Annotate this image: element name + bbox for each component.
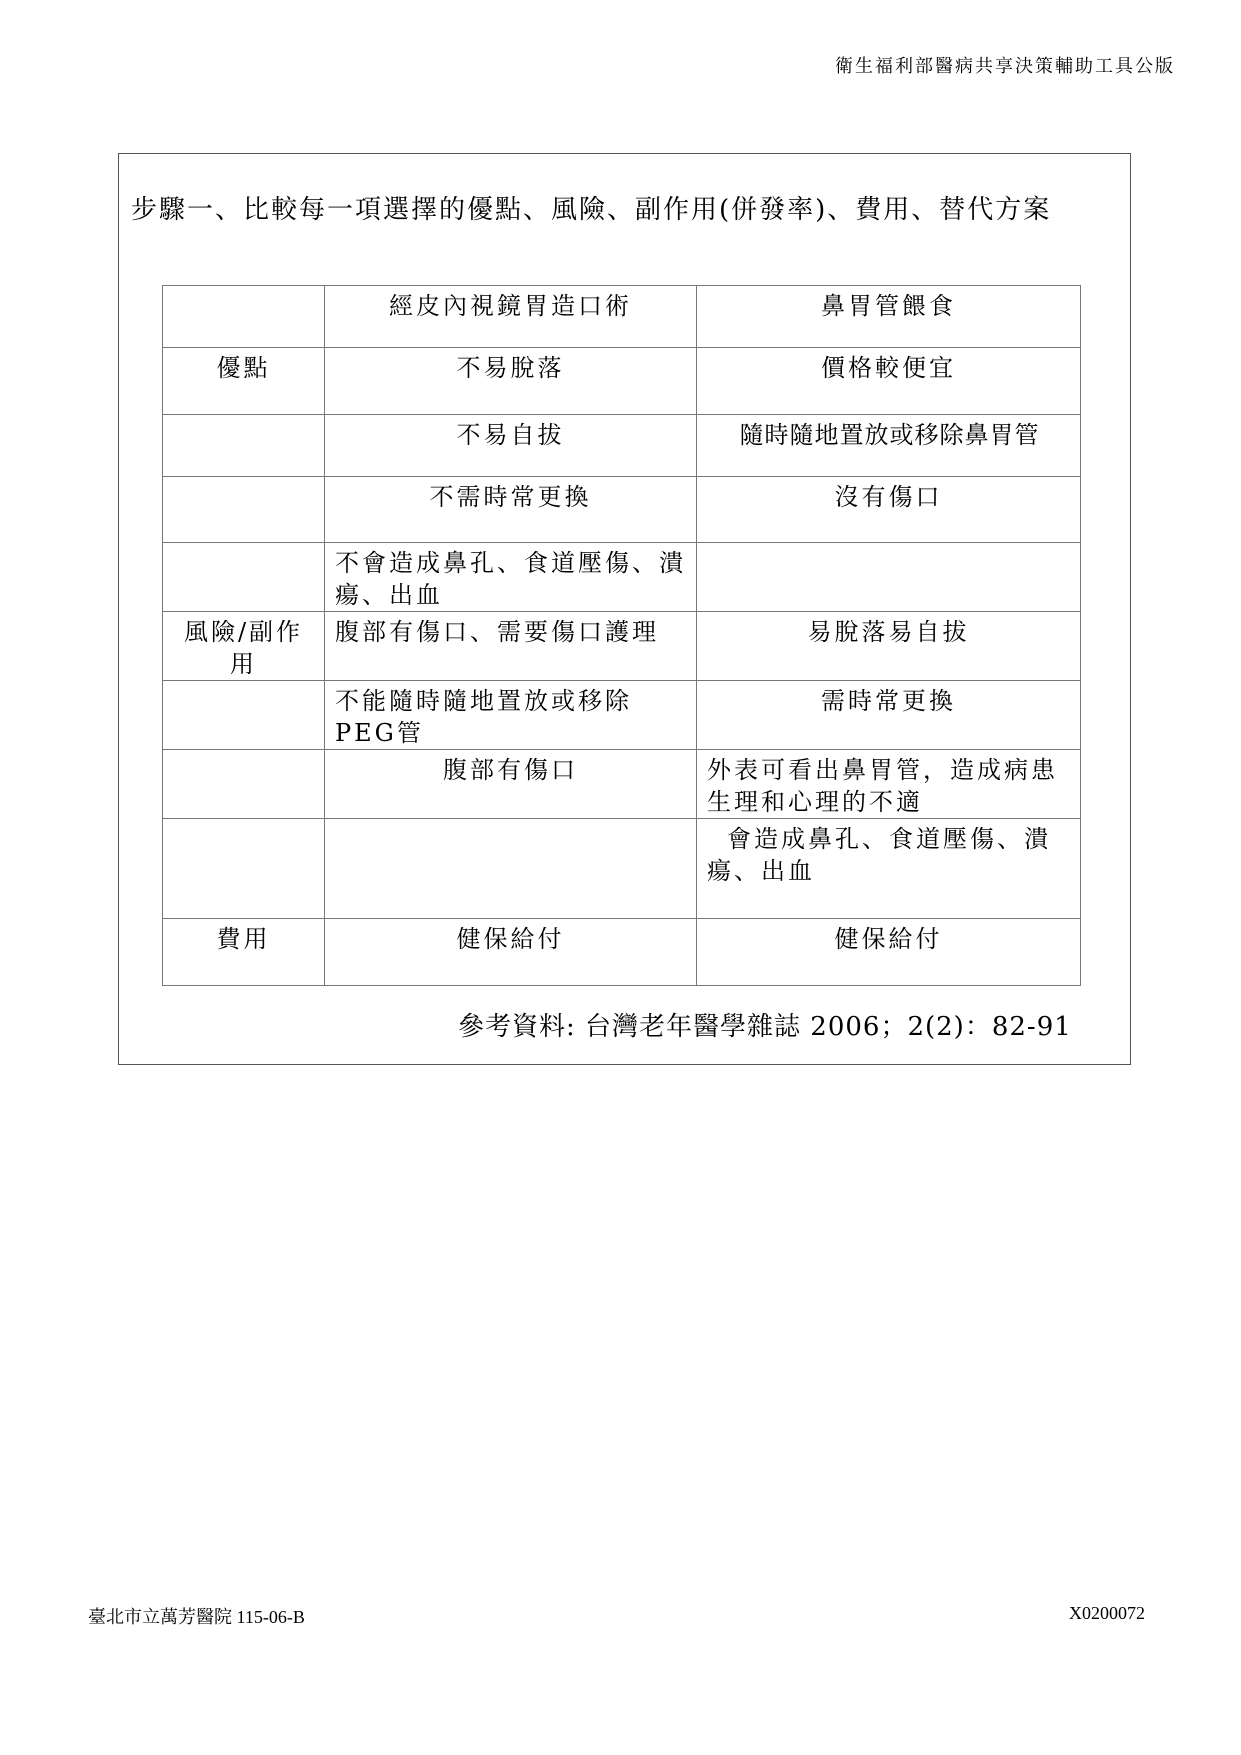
- row-label: [163, 681, 325, 750]
- peg-cell: 不需時常更換: [325, 477, 697, 543]
- table-row: [163, 919, 1081, 986]
- row-label: 費用: [163, 919, 325, 986]
- table-row: [163, 612, 1081, 681]
- header-cell-ngt: 鼻胃管餵食: [697, 286, 1081, 348]
- table-row: [163, 348, 1081, 415]
- header-cell-empty: [163, 286, 325, 348]
- peg-cell: 腹部有傷口、需要傷口護理: [325, 612, 697, 681]
- ngt-cell: 需時常更換: [697, 681, 1081, 750]
- row-label: 風險/副作用: [163, 612, 325, 681]
- header-cell-peg: 經皮內視鏡胃造口術: [325, 286, 697, 348]
- ngt-cell: 價格較便宜: [697, 348, 1081, 415]
- header-note: 衛生福利部醫病共享決策輔助工具公版: [835, 56, 1175, 77]
- table-row: [163, 477, 1081, 543]
- peg-cell: [325, 819, 697, 919]
- ngt-cell: 會造成鼻孔、食道壓傷、潰瘍、出血: [697, 819, 1081, 919]
- comparison-table: [162, 285, 1081, 986]
- peg-cell: 腹部有傷口: [325, 750, 697, 819]
- peg-cell: 健保給付: [325, 919, 697, 986]
- table-row: [163, 681, 1081, 750]
- table-row: [163, 415, 1081, 477]
- ngt-cell: 隨時隨地置放或移除鼻胃管: [697, 415, 1081, 477]
- row-label: [163, 750, 325, 819]
- ngt-cell: 健保給付: [697, 919, 1081, 986]
- footer-document-id: X0200072: [1069, 1603, 1145, 1623]
- row-label: [163, 477, 325, 543]
- ngt-cell: 沒有傷口: [697, 477, 1081, 543]
- peg-cell: 不能隨時隨地置放或移除PEG管: [325, 681, 697, 750]
- peg-cell: 不易脫落: [325, 348, 697, 415]
- footer-hospital-code: 臺北市立萬芳醫院 115-06-B: [88, 1607, 305, 1627]
- ngt-cell: 易脫落易自拔: [697, 612, 1081, 681]
- row-label: 優點: [163, 348, 325, 415]
- ngt-cell: [697, 543, 1081, 612]
- table-row: [163, 750, 1081, 819]
- table-row: [163, 819, 1081, 919]
- table-header-row: [163, 286, 1081, 348]
- row-label: [163, 543, 325, 612]
- peg-cell: 不易自拔: [325, 415, 697, 477]
- table-row: [163, 543, 1081, 612]
- row-label: [163, 415, 325, 477]
- ngt-cell: 外表可看出鼻胃管，造成病患生理和心理的不適: [697, 750, 1081, 819]
- row-label: [163, 819, 325, 919]
- step-title: 步驟一、比較每一項選擇的優點、風險、副作用(併發率)、費用、替代方案: [131, 195, 1052, 225]
- reference-note: 參考資料: 台灣老年醫學雜誌 2006；2(2)：82-91: [458, 1012, 1072, 1042]
- peg-cell: 不會造成鼻孔、食道壓傷、潰瘍、出血: [325, 543, 697, 612]
